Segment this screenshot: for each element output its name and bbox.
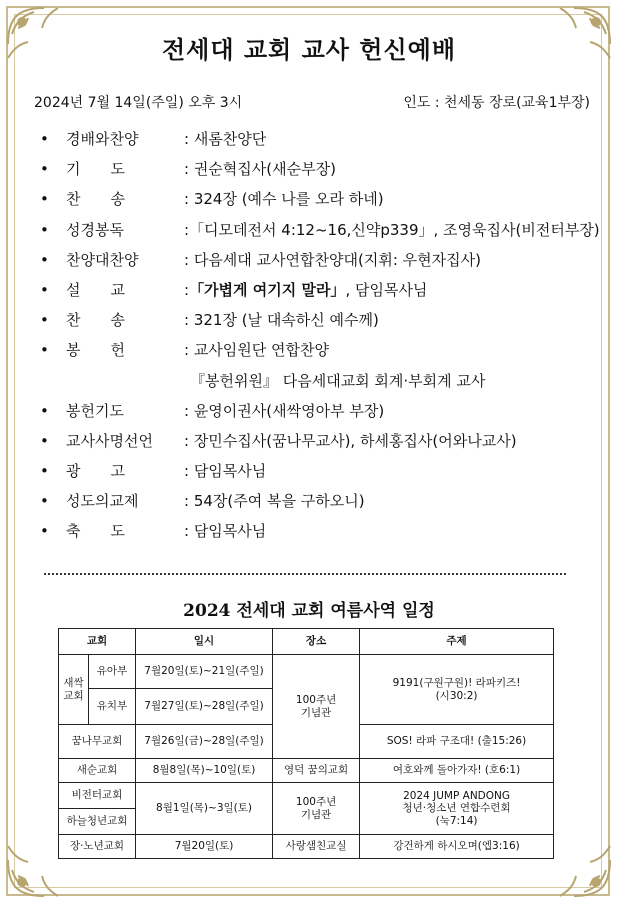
table-cell: 꿈나무교회 bbox=[59, 725, 136, 759]
order-item bbox=[40, 335, 600, 365]
table-cell: 9191(구원구원)! 라파키즈! (시30:2) bbox=[360, 655, 554, 725]
table-cell: 하늘청년교회 bbox=[59, 809, 136, 835]
table-cell: 2024 JUMP ANDONG 청년·청소년 연합수련회 (눅7:14) bbox=[360, 783, 554, 835]
order-item-label: 경배와찬양 bbox=[66, 130, 139, 148]
bullet-icon: • bbox=[40, 401, 49, 420]
order-item-value: : 324장 (예수 나를 오라 하네) bbox=[184, 190, 384, 209]
order-item-label: 설 교 bbox=[66, 280, 125, 299]
order-item bbox=[40, 305, 600, 335]
table-row bbox=[59, 655, 554, 689]
table-header-row bbox=[59, 629, 554, 655]
table-cell: 영덕 꿈의교회 bbox=[273, 759, 360, 783]
table-cell: 7월26일(금)~28일(주일) bbox=[135, 725, 272, 759]
column-header: 주제 bbox=[360, 629, 554, 655]
bullet-icon: • bbox=[40, 462, 49, 481]
table-cell: 여호와께 돌아가자! (호6:1) bbox=[360, 759, 554, 783]
table-row bbox=[59, 783, 554, 809]
order-item-label: 광 고 bbox=[66, 462, 125, 481]
order-item-value: : 새롬찬양단 bbox=[184, 130, 267, 148]
order-item bbox=[40, 456, 600, 486]
bullet-icon: • bbox=[40, 160, 49, 179]
order-item bbox=[40, 516, 600, 546]
order-item-label: 봉 헌 bbox=[66, 341, 125, 360]
order-item-value: : 담임목사님 bbox=[184, 462, 267, 481]
table-row bbox=[59, 835, 554, 859]
order-item-value: : 321장 (날 대속하신 예수께) bbox=[184, 311, 379, 330]
table-cell: 유아부 bbox=[89, 655, 136, 689]
order-item bbox=[40, 154, 600, 184]
table-cell: 강건하게 하시오며(엡3:16) bbox=[360, 835, 554, 859]
column-header: 장소 bbox=[273, 629, 360, 655]
order-item bbox=[40, 124, 600, 154]
bullet-icon: • bbox=[40, 492, 49, 511]
order-of-service bbox=[40, 124, 600, 547]
order-item-label: 찬 송 bbox=[66, 190, 125, 209]
bullet-icon: • bbox=[40, 431, 49, 450]
bullet-icon: • bbox=[40, 311, 49, 330]
bullet-icon: • bbox=[40, 220, 49, 239]
table-cell: SOS! 라파 구조대! (출15:26) bbox=[360, 725, 554, 759]
bullet-icon: • bbox=[40, 130, 49, 148]
order-item-value: : 다음세대 교사연합찬양대(지휘: 우현자집사) bbox=[184, 250, 481, 269]
order-item-label: 봉헌기도 bbox=[66, 401, 124, 420]
bullet-icon: • bbox=[40, 522, 49, 541]
table-cell: 유치부 bbox=[89, 689, 136, 725]
bullet-icon: • bbox=[40, 280, 49, 299]
order-item-label: 성도의교제 bbox=[66, 492, 139, 511]
order-item-value: 『봉헌위원』 다음세대교회 회계·부회계 교사 bbox=[190, 371, 486, 390]
order-item-label: 기 도 bbox=[66, 160, 125, 179]
bullet-icon: • bbox=[40, 341, 49, 360]
order-item-continuation bbox=[40, 366, 600, 396]
table-cell: 7월20일(토) bbox=[135, 835, 272, 859]
table-cell: 사랑샘친교실 bbox=[273, 835, 360, 859]
order-item bbox=[40, 215, 600, 245]
table-cell: 7월27일(토)~28일(주일) bbox=[135, 689, 272, 725]
table-cell-group: 새싹 교회 bbox=[59, 655, 89, 725]
order-item bbox=[40, 245, 600, 275]
bullet-icon: • bbox=[40, 250, 49, 269]
table-cell: 새순교회 bbox=[59, 759, 136, 783]
schedule-table bbox=[58, 628, 554, 859]
table-cell: 8월8일(목)~10일(토) bbox=[135, 759, 272, 783]
table-cell: 100주년 기념관 bbox=[273, 655, 360, 759]
dotted-divider bbox=[44, 573, 566, 575]
page-title: 전세대 교회 교사 헌신예배 bbox=[161, 36, 457, 64]
order-item-value: : 장민수집사(꿈나무교사), 하세홍집사(어와나교사) bbox=[184, 431, 517, 450]
order-item-label: 축 도 bbox=[66, 522, 125, 541]
order-item bbox=[40, 275, 600, 305]
column-header: 일시 bbox=[135, 629, 272, 655]
order-item-label: 찬양대찬양 bbox=[66, 250, 139, 269]
order-item-value: : 교사임원단 연합찬양 bbox=[184, 341, 330, 360]
table-cell: 8월1일(목)~3일(토) bbox=[135, 783, 272, 835]
order-item-label: 찬 송 bbox=[66, 311, 125, 330]
order-item-value: : 54장(주여 복을 구하오니) bbox=[184, 492, 365, 511]
table-cell: 7월20일(토)~21일(주일) bbox=[135, 655, 272, 689]
service-leader: 인도 : 천세동 장로(교육1부장) bbox=[403, 95, 590, 111]
order-item bbox=[40, 486, 600, 516]
order-item-value: : 윤영이권사(새싹영아부 부장) bbox=[184, 401, 385, 420]
table-cell: 100주년 기념관 bbox=[273, 783, 360, 835]
order-item-value bbox=[184, 275, 427, 305]
order-item-value: : 담임목사님 bbox=[184, 522, 267, 541]
column-header: 교회 bbox=[59, 629, 136, 655]
value-suffix: , 담임목사님 bbox=[345, 280, 428, 299]
corner-ornament-icon bbox=[544, 830, 614, 900]
order-item-label: 성경봉독 bbox=[66, 220, 124, 239]
order-item bbox=[40, 184, 600, 214]
order-item bbox=[40, 426, 600, 456]
table-cell: 비전터교회 bbox=[59, 783, 136, 809]
value-prefix: : bbox=[184, 280, 190, 299]
order-item-value: :「디모데전서 4:12~16,신약p339」, 조영욱집사(비전터부장) bbox=[184, 220, 600, 239]
bullet-icon: • bbox=[40, 190, 49, 209]
sermon-title: 「가볍게 여기지 말라」 bbox=[189, 280, 346, 299]
order-item bbox=[40, 396, 600, 426]
table-row bbox=[59, 759, 554, 783]
schedule-title: 2024 전세대 교회 여름사역 일정 bbox=[183, 601, 435, 621]
table-cell: 장·노년교회 bbox=[59, 835, 136, 859]
service-date: 2024년 7월 14일(주일) 오후 3시 bbox=[34, 95, 243, 111]
order-item-label: 교사사명선언 bbox=[66, 431, 153, 450]
order-item-value: : 권순혁집사(새순부장) bbox=[184, 160, 336, 179]
